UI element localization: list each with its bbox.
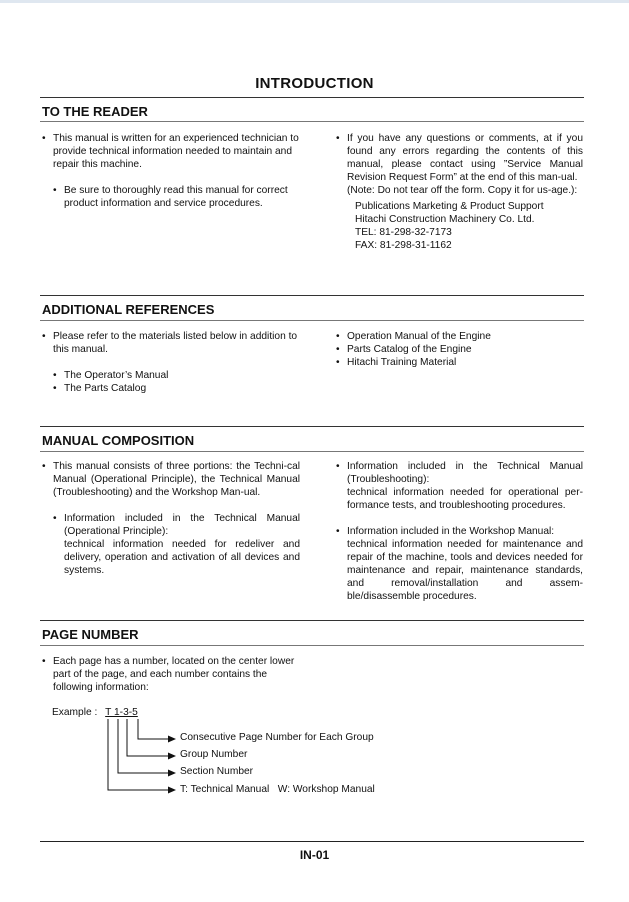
list-item: • This manual consists of three portions: the Techni-cal Manual (Operational Principle), the Technical Manual (Troubleshooting) and the Workshop Man-ual.: [42, 460, 300, 499]
list-item: • The Parts Catalog: [53, 382, 300, 395]
legend-section-number: Section Number: [180, 766, 254, 777]
legend-group-number: Group Number: [180, 749, 248, 760]
legend-manual-type: T: Technical Manual W: Workshop Manual: [180, 784, 375, 795]
list-item-body: technical information needed for operational per-formance tests, and troubleshooting procedures.: [347, 487, 583, 511]
section-title-additional-references: ADDITIONAL REFERENCES: [42, 302, 215, 317]
contact-line: FAX: 81-298-31-1162: [355, 240, 452, 251]
contact-line: Publications Marketing & Product Support: [355, 201, 544, 212]
list-item: • Each page has a number, located on the center lower part of the page, and each number contains the following information:: [42, 655, 300, 694]
arrow-head-icon: [168, 753, 176, 760]
footer-rule: [40, 841, 584, 842]
list-item: • Information included in the Technical Manual (Troubleshooting):: [336, 460, 583, 486]
arrow-head-icon: [168, 787, 176, 794]
example-code: T 1-3-5: [105, 707, 138, 718]
section-title-page-number: PAGE NUMBER: [42, 627, 139, 642]
list-item: • Information included in the Workshop Manual:: [336, 525, 583, 538]
list-item-body: technical information needed for maintenance and repair of the machine, tools and devices needed for maintenance and repair, maintenance standards, and removal/installation and assem-ble/disassemble procedures.: [347, 539, 583, 602]
connector-line: [118, 719, 168, 773]
list-item: • Information included in the Technical Manual (Operational Principle):: [53, 512, 300, 538]
list-item: • Operation Manual of the Engine: [336, 330, 583, 343]
footer-page-number: IN-01: [299, 848, 330, 862]
list-item: • Hitachi Training Material: [336, 356, 583, 369]
list-item: • This manual is written for an experienced technician to provide technical information needed to maintain and repair this machine.: [42, 132, 300, 171]
section-title-manual-composition: MANUAL COMPOSITION: [42, 433, 195, 448]
arrow-head-icon: [168, 770, 176, 777]
list-item-body: technical information needed for redeliver and delivery, operation and activation of all devices and systems.: [64, 539, 300, 576]
legend-consecutive-page: Consecutive Page Number for Each Group: [180, 732, 374, 743]
note-text: (Note: Do not tear off the form. Copy it for us-age.):: [347, 185, 578, 196]
arrow-head-icon: [168, 736, 176, 743]
contact-line: TEL: 81-298-32-7173: [355, 227, 452, 238]
connector-line: [127, 719, 168, 756]
list-item: • Parts Catalog of the Engine: [336, 343, 583, 356]
contact-line: Hitachi Construction Machinery Co. Ltd.: [355, 214, 535, 225]
list-item: • Please refer to the materials listed below in addition to this manual.: [42, 330, 300, 356]
list-item: • The Operator’s Manual: [53, 369, 300, 382]
page-title: INTRODUCTION: [255, 75, 374, 92]
section-title-to-the-reader: TO THE READER: [42, 104, 148, 119]
connector-line: [138, 719, 168, 739]
list-item: • Be sure to thoroughly read this manual for correct product information and service procedures.: [53, 184, 300, 210]
list-item: • If you have any questions or comments, at if you found any errors regarding the contents of this manual, please contact using ”Service Manual Revision Request Form” at the end of this man-ual.: [336, 132, 583, 184]
example-label: Example :: [52, 707, 98, 718]
